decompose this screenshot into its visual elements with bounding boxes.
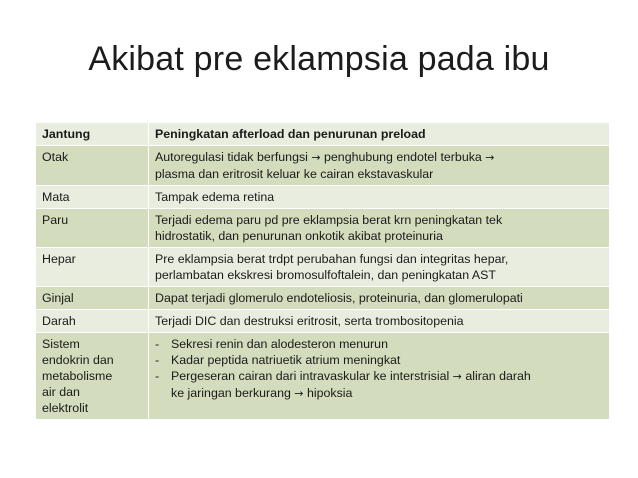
effect-text: Autoregulasi tidak berfungsi: [155, 150, 312, 164]
organ-cell: Ginjal: [36, 287, 149, 310]
effect-cell: [149, 146, 610, 186]
effect-cell: Dapat terjadi glomerulo endoteliosis, proteinuria, dan glomerulopati: [149, 287, 610, 310]
bullet-text: hipoksia: [303, 386, 353, 400]
organ-cell: Paru: [36, 209, 149, 248]
effect-cell: [149, 333, 610, 420]
effect-line: Terjadi edema paru pd pre eklampsia berat krn peningkatan tek: [155, 213, 503, 227]
effect-line: hidrostatik, dan penurunan onkotik akibat proteinuria: [155, 229, 443, 243]
table-row: [36, 146, 610, 186]
organ-line: endokrin dan: [42, 353, 114, 367]
organ-cell: Hepar: [36, 248, 149, 287]
bullet-text: Kadar peptida natriuetik atrium meningkat: [171, 353, 401, 367]
organ-line: metabolisme: [42, 369, 113, 383]
effect-text: plasma dan eritrosit keluar ke cairan ekstavaskular: [155, 167, 434, 181]
effect-cell: Terjadi DIC dan destruksi eritrosit, serta trombositopenia: [149, 310, 610, 333]
effect-cell: Peningkatan afterload dan penurunan preload: [149, 123, 610, 146]
dash-bullet-icon: -: [155, 337, 160, 351]
bullet-item: [155, 352, 604, 368]
dash-bullet-icon: -: [155, 369, 160, 383]
effects-table: [35, 122, 610, 420]
table-row: [36, 209, 610, 248]
bullet-text: Pergeseran cairan dari intravaskular ke interstrisial: [171, 369, 453, 383]
organ-cell: Darah: [36, 310, 149, 333]
bullet-item: [155, 368, 604, 402]
bullet-item: [155, 336, 604, 352]
organ-cell: Jantung: [36, 123, 149, 146]
organ-line: air dan: [42, 385, 80, 399]
effect-cell: [149, 248, 610, 287]
table-header-row: [36, 123, 610, 146]
table-row: [36, 310, 610, 333]
effect-line: Pre eklampsia berat trdpt perubahan fungsi dan integritas hepar,: [155, 252, 509, 266]
dash-bullet-icon: -: [155, 353, 160, 367]
bullet-text: aliran darah: [461, 369, 531, 383]
effect-text: penghubung endotel terbuka: [320, 150, 486, 164]
organ-line: elektrolit: [42, 401, 89, 415]
bullet-text: ke jaringan berkurang: [171, 386, 295, 400]
effect-cell: Tampak edema retina: [149, 186, 610, 209]
arrow-right-icon: →: [485, 151, 495, 164]
bullet-text: Sekresi renin dan alodesteron menurun: [171, 337, 388, 351]
bullet-list: [155, 336, 604, 402]
table-row: [36, 186, 610, 209]
organ-cell: Mata: [36, 186, 149, 209]
table-row: [36, 287, 610, 310]
arrow-right-icon: →: [311, 151, 321, 164]
effect-line: perlambatan ekskresi bromosulfoftalein, dan peningkatan AST: [155, 268, 496, 282]
table-row: [36, 248, 610, 287]
organ-cell: Otak: [36, 146, 149, 186]
arrow-right-icon: →: [294, 387, 304, 400]
arrow-right-icon: →: [452, 370, 462, 383]
organ-line: Sistem: [42, 337, 80, 351]
effect-cell: [149, 209, 610, 248]
table-row: [36, 333, 610, 420]
slide-title: Akibat pre eklampsia pada ibu: [88, 40, 550, 78]
organ-cell: [36, 333, 149, 420]
